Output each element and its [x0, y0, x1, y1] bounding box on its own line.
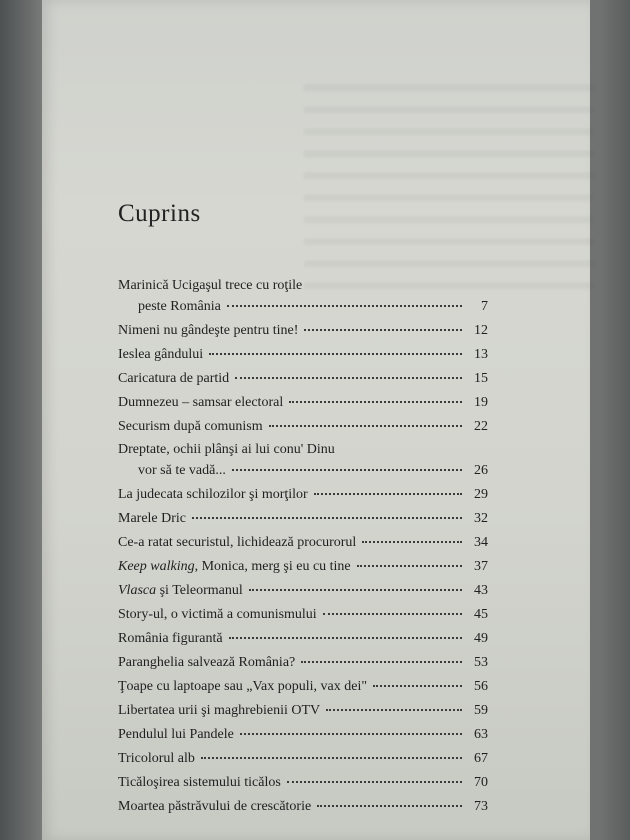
- toc-entry-page: 13: [474, 347, 488, 362]
- toc-entry: [118, 580, 488, 602]
- show-through-text: [304, 70, 594, 290]
- toc-entry-page: 70: [474, 775, 488, 790]
- dot-leader: [209, 353, 462, 355]
- dot-leader: [287, 781, 462, 783]
- toc-entry-page: 19: [474, 395, 488, 410]
- toc-entry: [118, 796, 488, 818]
- toc-entry-title-rest: , Monica, merg şi eu cu tine: [194, 559, 351, 574]
- toc-entry-page: 49: [474, 631, 488, 646]
- toc-entry-page: 34: [474, 535, 488, 550]
- toc-entry-title: [118, 556, 351, 578]
- toc-entry: [118, 772, 488, 794]
- toc-entry: [118, 604, 488, 626]
- toc-entry-title: Securism după comunism: [118, 419, 263, 434]
- table-of-contents: [118, 276, 488, 820]
- dot-leader: [229, 637, 462, 639]
- toc-entry: [118, 484, 488, 506]
- toc-entry-title-line1: Dreptate, ochii plânşi ai lui conu' Dinu: [118, 442, 335, 457]
- toc-entry: [118, 392, 488, 414]
- toc-entry-page: 53: [474, 655, 488, 670]
- toc-entry-page: 32: [474, 511, 488, 526]
- toc-entry-title: vor să te vadă...: [138, 463, 226, 478]
- toc-entry-title: Ţoape cu laptoape sau „Vax populi, vax dei": [118, 679, 368, 694]
- dot-leader: [201, 757, 462, 759]
- toc-entry-title: Caricatura de partid: [118, 371, 230, 386]
- dot-leader: [357, 565, 462, 567]
- toc-entry-title: Nimeni nu gândeşte pentru tine!: [118, 323, 299, 338]
- toc-entry-title: Pendulul lui Pandele: [118, 727, 234, 742]
- toc-entry: [118, 440, 488, 482]
- toc-entry: [118, 748, 488, 770]
- toc-entry: [118, 628, 488, 650]
- toc-entry-page: 12: [474, 323, 488, 338]
- dot-leader: [362, 541, 462, 543]
- toc-entry-title: Ticăloşirea sistemului ticălos: [118, 775, 281, 790]
- toc-entry-page: 22: [474, 419, 488, 434]
- dot-leader: [249, 589, 462, 591]
- toc-entry-title: Libertatea urii şi maghrebienii OTV: [118, 703, 321, 718]
- toc-entry-title-rest: şi Teleormanul: [156, 583, 243, 598]
- toc-entry-page: 63: [474, 727, 488, 742]
- dot-leader: [289, 401, 462, 403]
- toc-entry: [118, 700, 488, 722]
- toc-entry-title-line1: Marinică Ucigaşul trece cu roţile: [118, 278, 303, 293]
- toc-entry: [118, 676, 488, 698]
- toc-entry-title: [118, 580, 243, 602]
- toc-entry-page: 37: [474, 559, 488, 574]
- toc-entry-title: Ieslea gândului: [118, 347, 204, 362]
- toc-entry-page: 45: [474, 607, 488, 622]
- toc-entry-title: peste România: [138, 299, 221, 314]
- toc-entry: [118, 368, 488, 390]
- toc-entry-title: Tricolorul alb: [118, 751, 195, 766]
- toc-entry-title: La judecata schilozilor şi morţilor: [118, 487, 308, 502]
- dot-leader: [232, 469, 462, 471]
- toc-entry-title: Marele Dric: [118, 511, 187, 526]
- toc-entry-title: Dumnezeu – samsar electoral: [118, 395, 284, 410]
- dot-leader: [323, 613, 462, 615]
- toc-entry: [118, 532, 488, 554]
- toc-entry: [118, 416, 488, 438]
- toc-entry-title: Paranghelia salvează România?: [118, 655, 296, 670]
- toc-entry-title: Story-ul, o victimă a comunismului: [118, 607, 317, 622]
- dot-leader: [227, 305, 462, 307]
- dot-leader: [314, 493, 462, 495]
- dot-leader: [240, 733, 462, 735]
- dot-leader: [269, 425, 462, 427]
- toc-entry-page: 15: [474, 371, 488, 386]
- toc-entry-title: România figurantă: [118, 631, 223, 646]
- toc-entry-page: 7: [481, 299, 488, 314]
- toc-entry-page: 43: [474, 583, 488, 598]
- toc-entry: [118, 652, 488, 674]
- dot-leader: [373, 685, 462, 687]
- page-title: Cuprins: [118, 200, 201, 227]
- toc-entry-page: 67: [474, 751, 488, 766]
- toc-entry-title-italic: Keep walking: [118, 559, 195, 574]
- toc-entry: [118, 276, 488, 318]
- toc-entry-page: 73: [474, 799, 488, 814]
- dot-leader: [304, 329, 462, 331]
- dot-leader: [301, 661, 462, 663]
- toc-entry: [118, 556, 488, 578]
- toc-entry: [118, 344, 488, 366]
- dot-leader: [326, 709, 462, 711]
- dot-leader: [317, 805, 462, 807]
- toc-entry-title-italic: Vlasca: [118, 583, 157, 598]
- toc-entry-title: Moartea păstrăvului de crescătorie: [118, 799, 312, 814]
- toc-entry: [118, 724, 488, 746]
- toc-entry-page: 29: [474, 487, 488, 502]
- toc-entry-page: 56: [474, 679, 488, 694]
- toc-entry-page: 26: [474, 463, 488, 478]
- dot-leader: [235, 377, 462, 379]
- toc-entry-title: Ce-a ratat securistul, lichidează procurorul: [118, 535, 357, 550]
- dot-leader: [192, 517, 462, 519]
- toc-entry-page: 59: [474, 703, 488, 718]
- toc-entry: [118, 320, 488, 342]
- toc-entry: [118, 508, 488, 530]
